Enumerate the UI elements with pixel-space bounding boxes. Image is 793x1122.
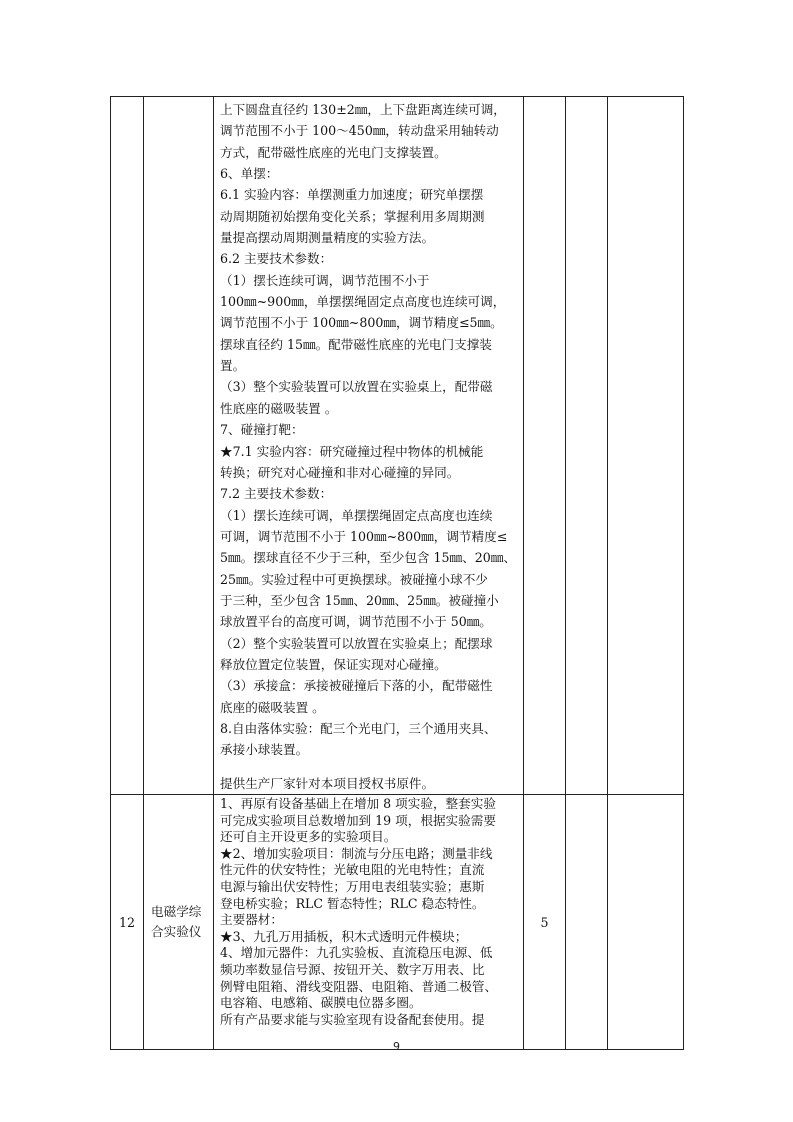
description-line: 可调，调节范围不小于 100㎜~800㎜，调节精度≤: [220, 528, 508, 544]
item-name-line-1: 电磁学综: [151, 904, 202, 919]
description-line: 例臂电阻箱、滑线变阻器、电阻箱、普通二极管、: [220, 978, 498, 994]
description-line: 调节范围不小于 100㎜~800㎜，调节精度≤5㎜。: [220, 315, 503, 331]
description-line: 电容箱、电感箱、碳膜电位器多圈。: [220, 995, 422, 1011]
description-line: （1）摆长连续可调，调节范围不小于: [220, 272, 430, 288]
description-line: 底座的磁吸装置 。: [220, 699, 325, 715]
cell-unit-price: [566, 97, 608, 795]
description-line: 置。: [220, 358, 246, 374]
description-line: 方式，配带磁性底座的光电门支撑装置。: [220, 144, 447, 160]
description-line: 于三种，至少包含 15㎜、20㎜、25㎜。被碰撞小: [220, 592, 499, 608]
description-line: 100㎜~900㎜，单摆摆绳固定点高度也连续可调，: [220, 294, 506, 310]
cell-unit-price: [566, 795, 608, 1050]
description-line: ★2、增加实验项目：制流与分压电路；测量非线: [220, 845, 493, 861]
row-number: 12: [111, 795, 144, 1050]
item-name-line-2: 合实验仪: [151, 924, 202, 939]
description-line: ★7.1 实验内容：研究碰撞过程中物体的机械能: [220, 443, 484, 459]
cell-description: [214, 795, 524, 1050]
cell-remark: [608, 795, 684, 1050]
description-line: 电源与输出伏安特性；万用电表组装实验；惠斯: [220, 878, 485, 894]
description-line: 可完成实验项目总数增加到 19 项，根据实验需要: [220, 812, 496, 828]
description-line: ★3、九孔万用插板，积木式透明元件模块；: [220, 928, 468, 944]
description-line: 球放置平台的高度可调，调节范围不小于 50㎜。: [220, 614, 492, 630]
description-line: 所有产品要求能与实验室现有设备配套使用。提: [220, 1011, 485, 1027]
cell-quantity: [524, 97, 566, 795]
description-line: 25㎜。实验过程中可更换摆球。被碰撞小球不少: [220, 571, 488, 587]
description-line: 8.自由落体实验：配三个光电门，三个通用夹具、: [220, 720, 497, 736]
cell-description: [214, 97, 524, 795]
cell-remark: [608, 97, 684, 795]
description-line: （1）摆长连续可调，单摆摆绳固定点高度也连续: [220, 507, 493, 523]
spec-table: [110, 96, 684, 1050]
cell-name: [144, 97, 214, 795]
description-line: 还可自主开设更多的实验项目。: [220, 829, 397, 845]
page-number: 9: [393, 1040, 400, 1053]
description-line: 释放位置定位装置，保证实现对心碰撞。: [220, 656, 447, 672]
authorization-note: 提供生产厂家针对本项目授权书原件。: [220, 775, 435, 791]
table-row-12: [111, 795, 684, 1050]
description-line: 调节范围不小于 100～450㎜，转动盘采用轴转动: [220, 123, 499, 139]
description-line: 频功率数显信号源、按钮开关、数字万用表、比: [220, 961, 485, 977]
cell-no: [111, 97, 144, 795]
description-line: 转换；研究对心碰撞和非对心碰撞的异同。: [220, 464, 460, 480]
description-line: 承接小球装置。: [220, 742, 309, 758]
description-line: 6.2 主要技术参数：: [220, 251, 333, 267]
description-line: （2）整个实验装置可以放置在实验桌上；配摆球: [220, 635, 493, 651]
description-line: 6.1 实验内容：单摆测重力加速度；研究单摆摆: [220, 187, 484, 203]
description-line: 量提高摆动周期测量精度的实验方法。: [220, 230, 435, 246]
item-name-cell: [144, 795, 214, 1050]
spacer: [220, 761, 517, 773]
description-line: 摆球直径约 15㎜。配带磁性底座的光电门支撑装: [220, 336, 492, 352]
description-line: 6、单摆：: [220, 166, 279, 182]
description-line: 上下圆盘直径约 130±2㎜，上下盘距离连续可调，: [220, 102, 506, 117]
description-line: 登电桥实验；RLC 暂态特性；RLC 稳态特性。: [220, 895, 485, 911]
description-line: 7、碰撞打靶：: [220, 422, 304, 438]
description-line: 5㎜。摆球直径不少于三种，至少包含 15㎜、20㎜、: [220, 550, 516, 566]
description-line: 主要器材：: [220, 912, 283, 928]
table-row-continuation: [111, 97, 684, 795]
description-line: 动周期随初始摆角变化关系；掌握利用多周期测: [220, 208, 485, 224]
description-line: 性元件的伏安特性；光敏电阻的光电特性；直流: [220, 862, 485, 878]
description-line: 7.2 主要技术参数：: [220, 486, 333, 502]
description-line: 1、再原有设备基础上在增加 8 项实验，整套实验: [220, 796, 496, 811]
description-line: （3）承接盒：承接被碰撞后下落的小，配带磁性: [220, 678, 493, 694]
description-line: 性底座的磁吸装置 。: [220, 400, 338, 416]
description-text: [214, 795, 523, 1028]
description-text: [214, 97, 523, 794]
quantity: 5: [524, 795, 566, 1050]
description-line: 4、增加元器件：九孔实验板、直流稳压电源、低: [220, 945, 493, 961]
description-line: （3）整个实验装置可以放置在实验桌上，配带磁: [220, 379, 493, 395]
